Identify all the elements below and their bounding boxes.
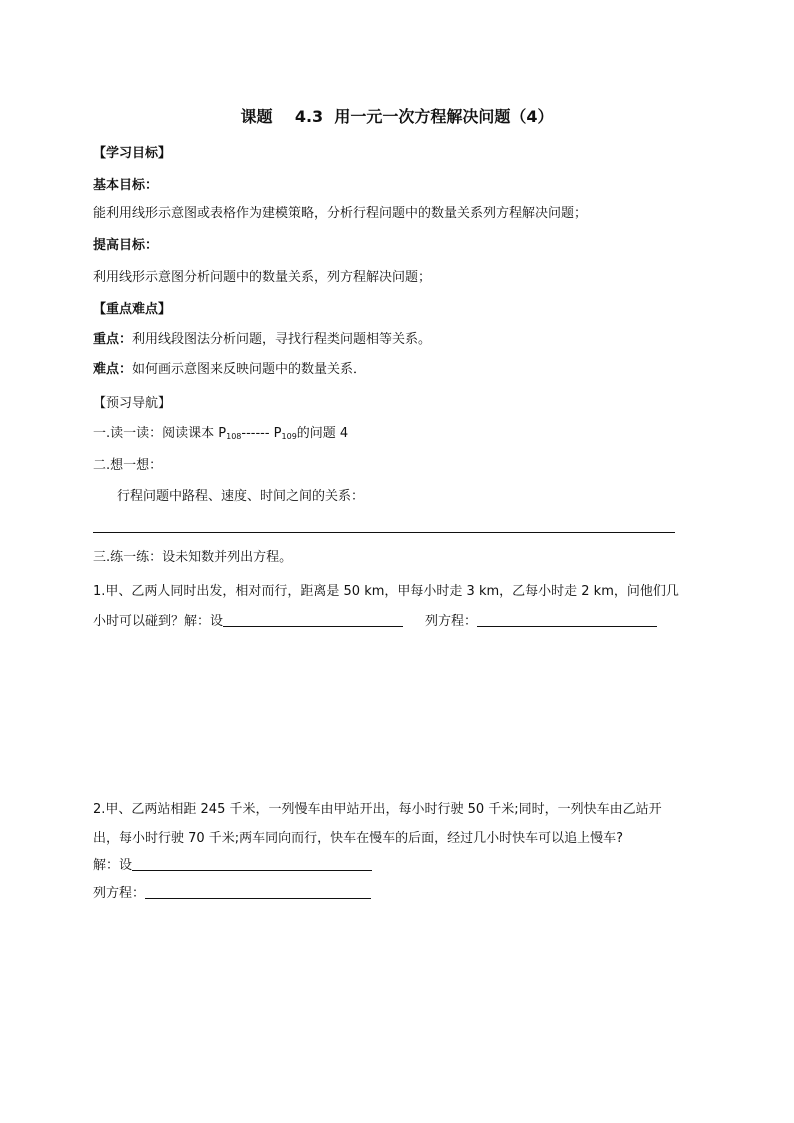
difficulty-label: 难点： xyxy=(93,362,133,377)
problem2-line2: 出，每小时行驶 70 千米;两车同向而行，快车在慢车的后面，经过几小时快车可以追上慢车? xyxy=(93,831,624,846)
think-item-text: 行程问题中路程、速度、时间之间的关系： xyxy=(117,489,365,504)
problem2-let-label: 解：设 xyxy=(93,858,133,873)
page-title: 课题 4.3 用一元一次方程解决问题（4） xyxy=(240,107,554,126)
section-heading-preview: 【预习导航】 xyxy=(93,396,172,411)
page-start-subscript: 108 xyxy=(226,432,242,441)
page-end-subscript: 109 xyxy=(281,432,297,441)
problem2-equation-line xyxy=(93,884,371,904)
read-item-suffix: 的问题 4 xyxy=(296,426,349,441)
basic-goal-label: 基本目标： xyxy=(93,178,159,193)
basic-goal-text: 能利用线形示意图或表格作为建模策略，分析行程问题中的数量关系列方程解决问题； xyxy=(93,206,588,221)
problem2-let-blank[interactable] xyxy=(132,856,372,871)
problem1-line2 xyxy=(93,612,657,632)
problem2-line1: 2.甲、乙两站相距 245 千米，一列慢车由甲站开出，每小时行驶 50 千米;同时，一列快车由乙站开 xyxy=(93,802,662,817)
key-point-line xyxy=(93,330,431,350)
read-item-prefix: 一.读一读：阅读课本 P xyxy=(93,426,227,441)
section-heading-keypoints: 【重点难点】 xyxy=(93,302,172,317)
difficulty-text: 如何画示意图来反映问题中的数量关系． xyxy=(132,362,367,377)
problem1-let-label: 小时可以碰到？解：设 xyxy=(93,614,224,629)
advanced-goal-label: 提高目标： xyxy=(93,238,159,253)
problem2-equation-label: 列方程： xyxy=(93,886,146,901)
read-item xyxy=(93,424,348,447)
problem2-let-line xyxy=(93,856,372,876)
problem1-equation-label: 列方程： xyxy=(425,614,478,629)
key-point-label: 重点： xyxy=(93,332,133,347)
practice-item: 三.练一练：设未知数并列出方程。 xyxy=(93,550,293,565)
read-item-mid: ------ P xyxy=(241,426,282,441)
problem1-let-blank[interactable] xyxy=(223,612,403,627)
problem1-equation-blank[interactable] xyxy=(477,612,657,627)
advanced-goal-text: 利用线形示意图分析问题中的数量关系，列方程解决问题； xyxy=(93,270,432,285)
problem1-line1: 1.甲、乙两人同时出发，相对而行，距离是 50 km，甲每小时走 3 km，乙每小时走 2 km，问他们几 xyxy=(93,584,679,599)
key-point-text: 利用线段图法分析问题，寻找行程类问题相等关系。 xyxy=(132,332,432,347)
section-heading-objectives: 【学习目标】 xyxy=(93,146,172,161)
problem2-equation-blank[interactable] xyxy=(145,884,371,899)
think-item: 二.想一想： xyxy=(93,458,163,473)
answer-blank-line[interactable] xyxy=(93,532,675,533)
difficulty-line xyxy=(93,360,366,380)
